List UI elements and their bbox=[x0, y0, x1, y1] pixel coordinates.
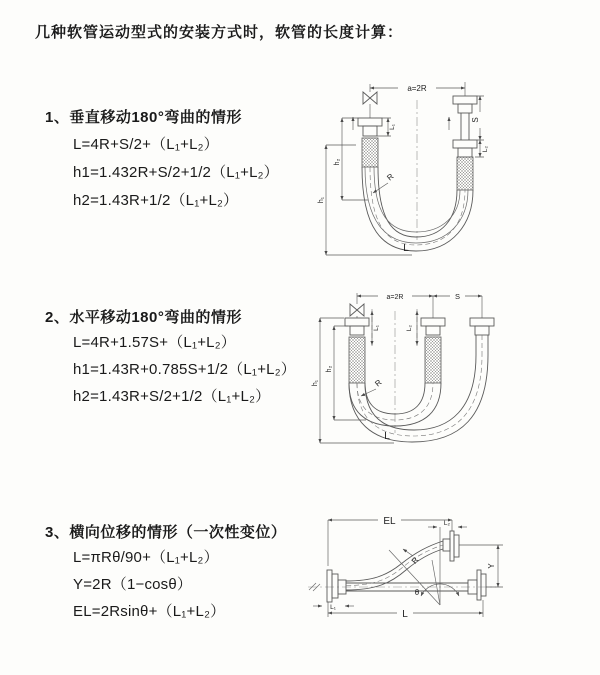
dim-label-fitting-left: L₁ bbox=[389, 124, 396, 130]
section-3-formula-y: Y=2R（1−cosθ） bbox=[73, 576, 193, 593]
dim-label-angle: θ bbox=[414, 588, 420, 597]
dim-label-height1: h₁ bbox=[318, 196, 325, 204]
section-2-formula-h2: h2=1.43R+S/2+1/2（L₁+L₂） bbox=[73, 388, 271, 405]
pipe-assembly-left bbox=[358, 118, 382, 167]
dimension-length bbox=[328, 600, 483, 620]
dim-label-fitting-left: L₁ bbox=[330, 604, 336, 611]
dim-label-height2: h₂ bbox=[334, 158, 341, 166]
dim-label-radius: R bbox=[409, 555, 421, 566]
dimension-stroke bbox=[433, 292, 482, 301]
pipe-assembly-right bbox=[453, 82, 477, 190]
dimension-span bbox=[370, 84, 465, 93]
section-3-heading: 3、横向位移的情形（一次性变位） bbox=[45, 524, 287, 541]
flange-left bbox=[327, 570, 346, 602]
page-title: 几种软管运动型式的安装方式时，软管的长度计算： bbox=[35, 24, 404, 41]
braided-hose-section bbox=[362, 138, 378, 167]
dim-label-radius: R bbox=[373, 377, 384, 389]
diagram-lateral-displacement bbox=[300, 503, 600, 655]
braided-hose-section bbox=[457, 157, 473, 190]
pipe-assembly-left bbox=[345, 318, 369, 383]
dim-label-stroke: S bbox=[454, 292, 461, 301]
dim-label-fitting-right: L₂ bbox=[482, 145, 489, 153]
dimension-fitting-right bbox=[428, 520, 467, 527]
movement-arrows bbox=[353, 117, 449, 130]
diagram-vertical-180-bend bbox=[312, 72, 580, 267]
section-1-heading: 1、垂直移动180°弯曲的情形 bbox=[45, 109, 242, 126]
dim-label-fitting-left: L₁ bbox=[373, 325, 380, 331]
dim-label-height1: h₁ bbox=[312, 379, 319, 387]
pipe-assembly-middle bbox=[421, 296, 445, 383]
dim-label-length: L bbox=[403, 243, 409, 254]
section-2-formula-l: L=4R+1.57S+（L₁+L₂） bbox=[73, 334, 236, 351]
section-2-heading: 2、水平移动180°弯曲的情形 bbox=[45, 309, 242, 326]
dim-label-stroke: S bbox=[471, 117, 480, 123]
section-1-formula-l: L=4R+S/2+（L₁+L₂） bbox=[73, 136, 219, 153]
dim-label-fitting-right: L₂ bbox=[443, 520, 451, 527]
braided-hose-section bbox=[425, 337, 441, 383]
dim-label-height2: h₂ bbox=[326, 365, 333, 373]
dim-label-length: L bbox=[384, 431, 390, 442]
dim-label-length: L bbox=[402, 609, 408, 620]
diagram-horizontal-180-bend bbox=[308, 283, 598, 458]
dimension-fitting-right bbox=[406, 309, 417, 347]
flange-top-right bbox=[443, 531, 459, 561]
pipe-assembly-right bbox=[470, 296, 494, 355]
valve-icon bbox=[350, 293, 364, 318]
hose-u-bend bbox=[362, 167, 473, 251]
braided-hose-section bbox=[349, 337, 365, 383]
dim-label-radius: R bbox=[385, 171, 396, 183]
dimension-effective-length bbox=[328, 516, 452, 566]
radius-leader bbox=[373, 172, 396, 193]
dimension-fitting-left bbox=[372, 309, 380, 347]
radius-leader bbox=[403, 549, 421, 565]
section-1-formula-h2: h2=1.43R+1/2（L₁+L₂） bbox=[73, 192, 239, 209]
dimension-span bbox=[357, 294, 433, 301]
dim-label-offset: Y bbox=[487, 563, 496, 569]
section-1-formula-h1: h1=1.432R+S/2+1/2（L₁+L₂） bbox=[73, 164, 279, 181]
section-3-formula-l: L=πRθ/90+（L₁+L₂） bbox=[73, 549, 219, 566]
dimension-fitting-left bbox=[313, 604, 354, 611]
section-2-formula-h1: h1=1.43R+0.785S+1/2（L₁+L₂） bbox=[73, 361, 296, 378]
dim-label-fitting-right: L₂ bbox=[406, 324, 413, 332]
dimension-fitting-left bbox=[377, 118, 396, 136]
section-3-formula-el: EL=2Rsinθ+（L₁+L₂） bbox=[73, 603, 226, 620]
dim-label-span: a=2R bbox=[407, 84, 427, 93]
dim-label-span: a=2R bbox=[386, 294, 404, 301]
hose-u-bend-moved bbox=[349, 355, 488, 442]
dim-label-el: EL bbox=[383, 516, 396, 527]
valve-icon bbox=[363, 84, 377, 118]
